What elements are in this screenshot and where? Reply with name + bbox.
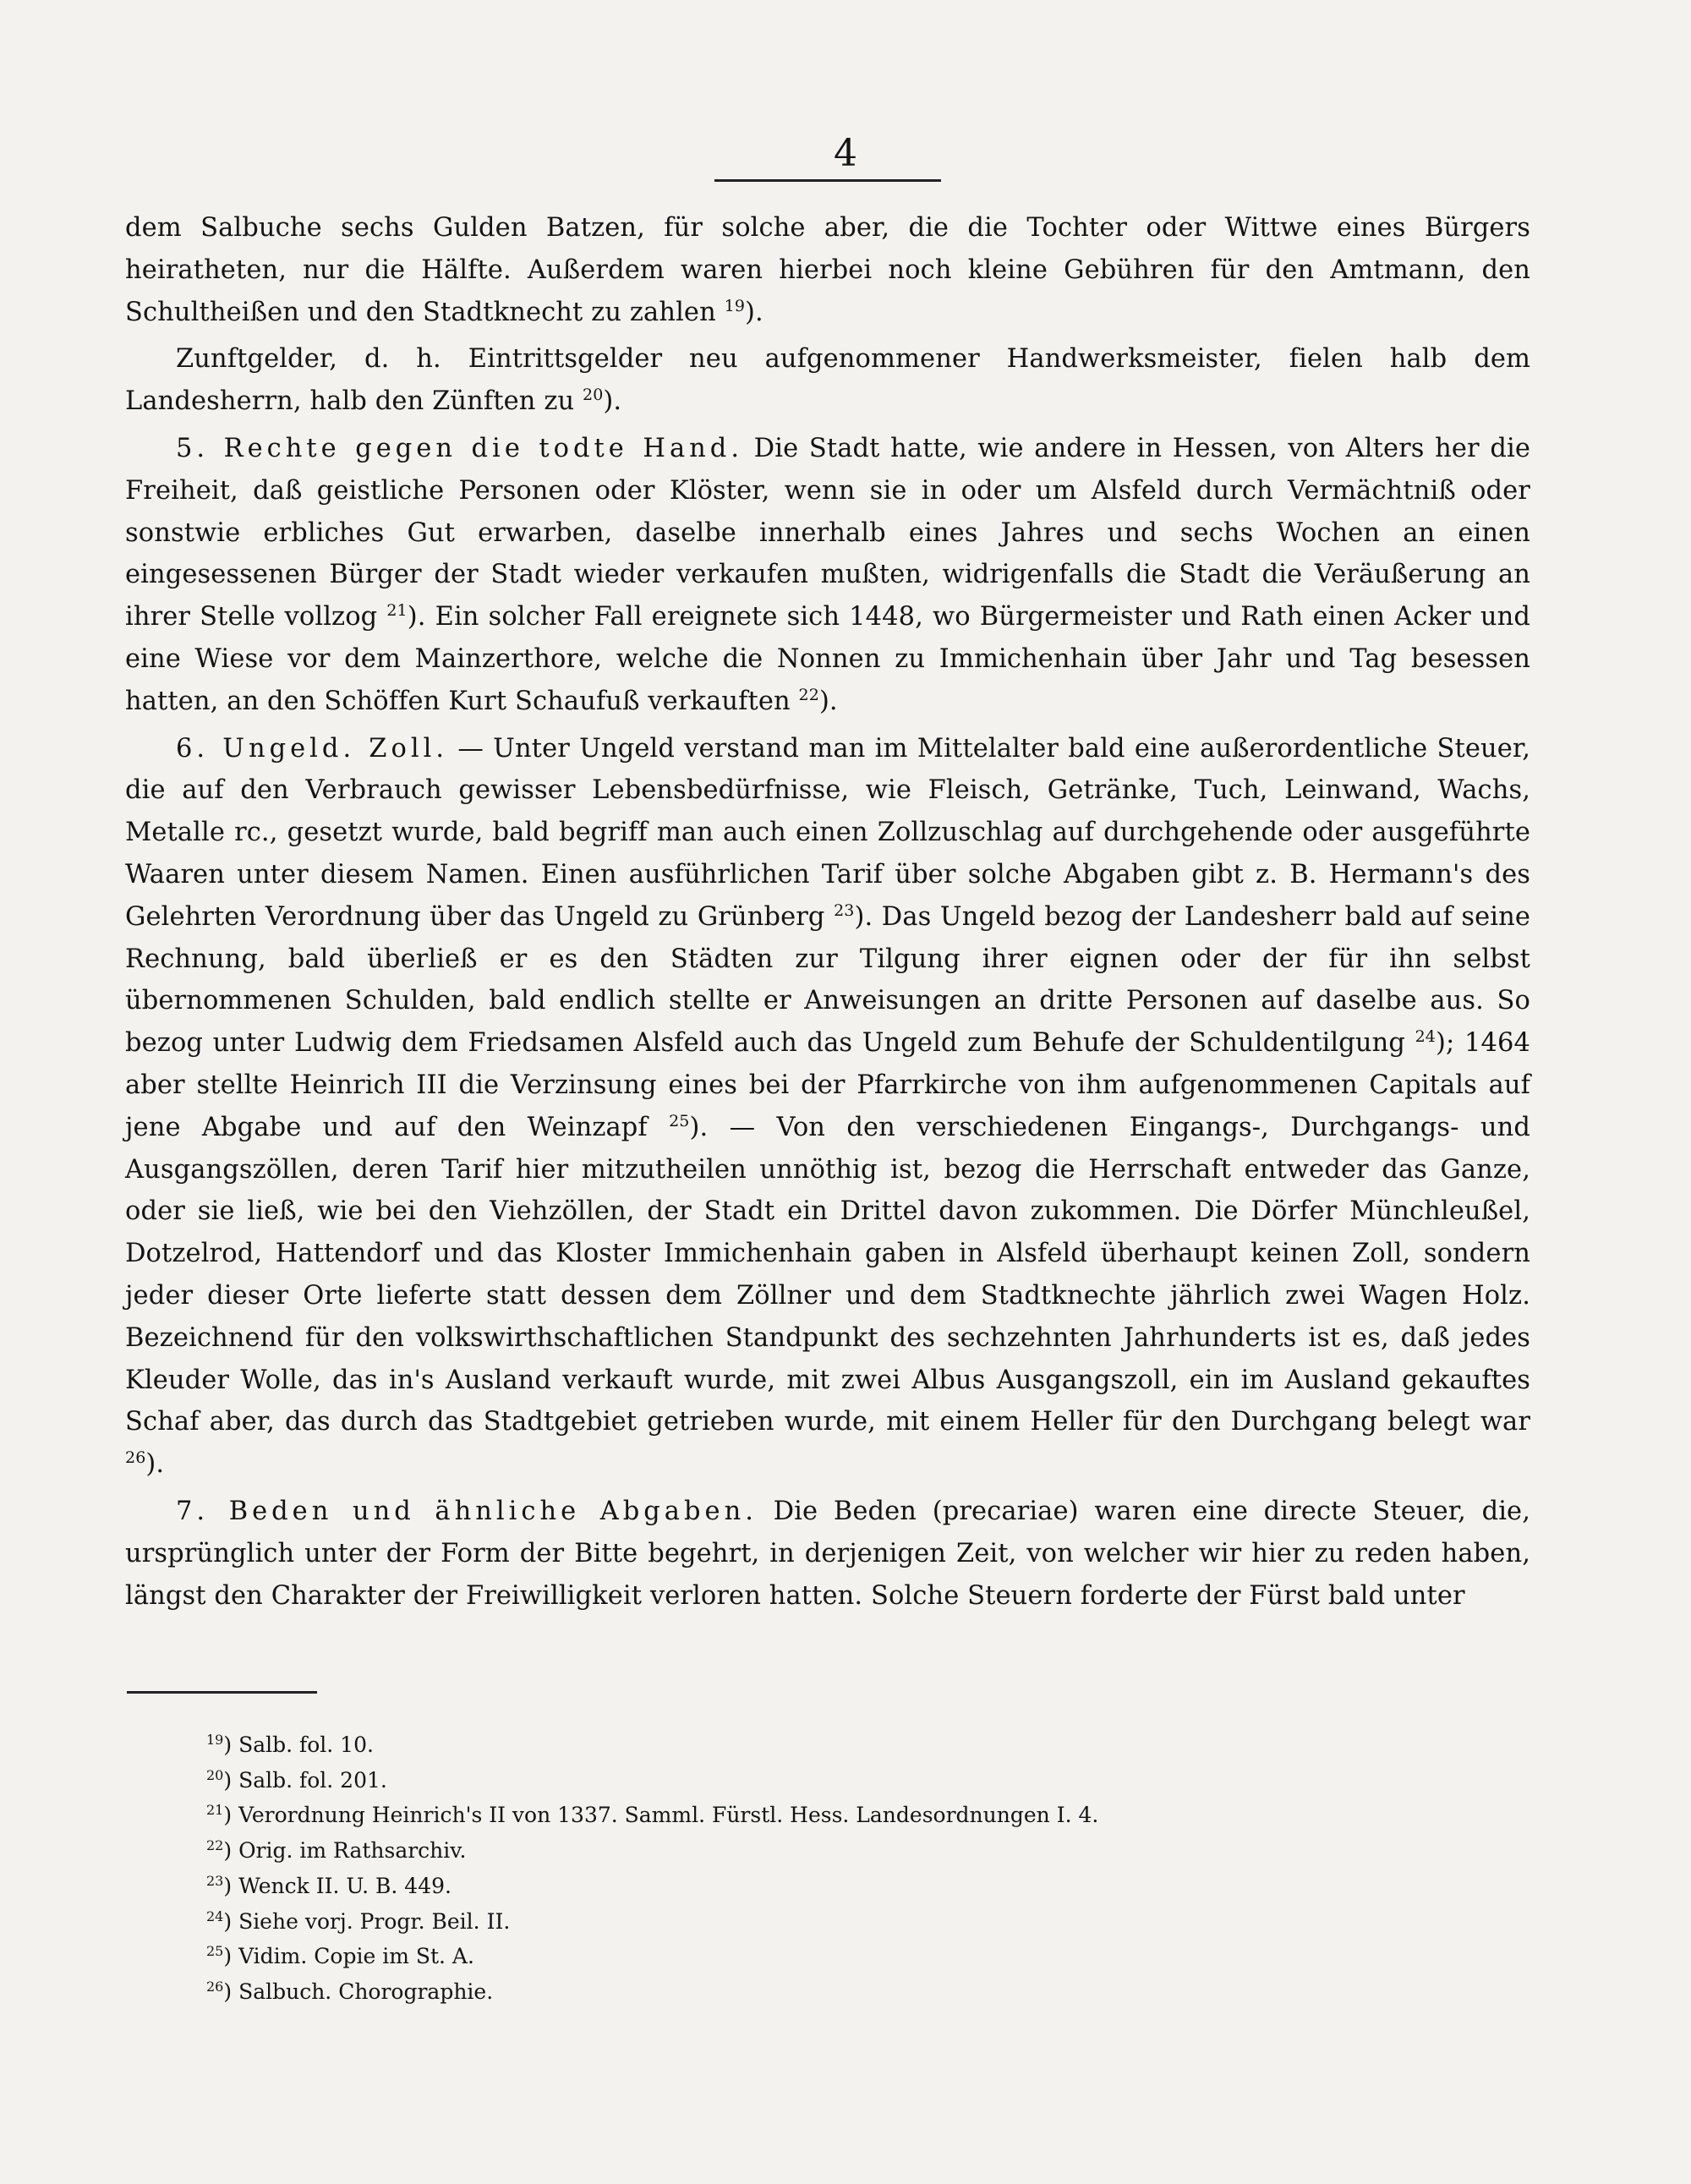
paragraph-text: Die Beden (precariae) waren eine directe Steuer, die, ursprünglich unter der Form der Bitte begehrt, in derjenigen Zeit, von welcher wir hier zu reden haben, längst den Charakter der Freiwilligkeit verloren hatten. Solche Steuern forderte der Fürst bald unter (125, 1496, 1530, 1611)
footnote-number: 20 (206, 1766, 224, 1783)
footnote-21: $^{21}$) Verordnung Heinrich's II von 1337. Samml. Fürstl. Hess. Landesordnungen I. 4. (206, 1802, 1099, 1828)
footnote-text: Wenck II. U. B. 449. (238, 1873, 451, 1898)
paragraph-text: ). Das Ungeld bezog der Landesherr bald auf seine Rechnung, bald überließ er es den Städten zur Tilgung ihrer eignen oder der für ihn selbst übernommenen Schulden, bald endlich stellte er Anweisungen an dritte Personen auf daselbe aus. So bezog unter Ludwig dem Friedsamen Alsfeld auch das Ungeld zum Behufe der Schuldentilgung (125, 901, 1531, 1059)
footnote-text: Siehe vorj. Progr. Beil. II. (238, 1908, 511, 1934)
footnote-number: 23 (206, 1872, 224, 1889)
paragraph-text: dem Salbuche sechs Gulden Batzen, für solche aber, die die Tochter oder Wittwe eines Bürgers heiratheten, nur die Hälfte. Außerdem waren hierbei noch kleine Gebühren für den Amtmann, den Schultheißen und den Stadtknecht zu zahlen (125, 213, 1530, 327)
main-text (125, 207, 1530, 1622)
footnote-ref: 20 (583, 386, 604, 405)
footnote-25: $^{25}$) Vidim. Copie im St. A. (206, 1943, 474, 1969)
footnote-number: 24 (206, 1908, 224, 1924)
section-6 (125, 728, 1530, 1486)
footnote-number: 21 (206, 1802, 224, 1819)
footnote-number: 26 (206, 1978, 224, 1995)
paragraph-text: ). — Von den verschiedenen Eingangs-, Durchgangs- und Ausgangszöllen, deren Tarif hier mitzutheilen unnöthig ist, bezog die Herrschaft entweder das Ganze, oder sie ließ, wie bei den Viehzöllen, der Stadt ein Drittel davon zukommen. Die Dörfer Münchleußel, Dotzelrod, Hattendorf und das Kloster Immichenhain gaben in Alsfeld überhaupt keinen Zoll, sondern jeder dieser Orte lieferte statt dessen dem Zöllner und dem Stadtknechte jährlich zwei Wagen Holz. Bezeichnend für den volkswirthschaftlichen Standpunkt des sechzehnten Jahrhunderts ist es, daß jedes Kleuder Wolle, das in's Ausland verkauft wurde, mit zwei Albus Ausgangszoll, ein im Ausland gekauftes Schaf aber, das durch das Stadtgebiet getrieben wurde, mit einem Heller für den Durchgang belegt war (125, 1112, 1530, 1437)
footnote-text: Salbuch. Chorographie. (238, 1979, 494, 2004)
footnote-ref: 24 (1415, 1027, 1436, 1047)
footnote-26: $^{26}$) Salbuch. Chorographie. (206, 1978, 494, 2004)
section-7 (125, 1491, 1530, 1617)
section-5 (125, 428, 1530, 723)
footnote-text: Orig. im Rathsarchiv. (238, 1838, 467, 1864)
footnote-ref: 22 (798, 685, 819, 704)
section-heading: 6. Ungeld. Zoll. (176, 733, 449, 764)
footnote-number: 25 (206, 1943, 224, 1960)
section-heading: 7. Beden und ähnliche Abgaben. (176, 1496, 758, 1526)
footnote-20: $^{20}$) Salb. fol. 201. (206, 1766, 387, 1793)
footnote-text: Salb. fol. 201. (238, 1767, 387, 1793)
section-heading: 5. Rechte gegen die todte Hand. (176, 433, 744, 463)
paragraph-guild-fees (125, 338, 1530, 423)
paragraph-text: — Unter Ungeld verstand man im Mittelalter bald eine außerordentliche Steuer, die auf den Verbrauch gewisser Lebensbedürfnisse, wie Fleisch, Getränke, Tuch, Leinwand, Wachs, Metalle rc., gesetzt wurde, bald begriff man auch einen Zollzuschlag auf durchgehende oder ausgeführte Waaren unter diesem Namen. Einen ausführlichen Tarif über solche Abgaben gibt z. B. Hermann's des Gelehrten Verordnung über das Ungeld zu Grünberg (125, 733, 1530, 932)
footnote-number: 22 (206, 1837, 224, 1854)
footnote-22: $^{22}$) Orig. im Rathsarchiv. (206, 1837, 467, 1864)
paragraph-text: ). (818, 686, 838, 716)
footnote-ref: 19 (724, 296, 746, 315)
paragraph-text: ). (745, 297, 763, 327)
footnote-rule (127, 1691, 317, 1694)
footnote-ref: 25 (669, 1111, 690, 1130)
footnote-ref: 26 (125, 1448, 146, 1468)
footnote-text: Vidim. Copie im St. A. (238, 1944, 474, 1969)
paragraph-text: Zunftgelder, d. h. Eintrittsgelder neu aufgenommener Handwerksmeister, fielen halb dem Landesherrn, halb den Zünften zu (125, 344, 1530, 417)
paragraph-text: ). (145, 1449, 165, 1480)
paragraph-text: ). Ein solcher Fall ereignete sich 1448, wo Bürgermeister und Rath einen Acker und eine Wiese vor dem Mainzerthore, welche die Nonnen zu Immichenhain über Jahr und Tag besessen hatten, an den Schöffen Kurt Schaufuß verkauften (125, 602, 1530, 716)
paragraph-text: ). (603, 386, 622, 417)
paragraph-text: ); 1464 aber stellte Heinrich III die Verzinsung eines bei der Pfarrkirche von ihm aufgenommenen Capitals auf jene Abgabe und auf den Weinzapf (125, 1028, 1530, 1142)
header-rule (714, 179, 941, 182)
footnote-number: 19 (206, 1732, 224, 1748)
footnote-19: $^{19}$) Salb. fol. 10. (206, 1732, 374, 1757)
footnote-text: Verordnung Heinrich's II von 1337. Samml. Fürstl. Hess. Landesordnungen I. 4. (238, 1803, 1099, 1828)
footnote-ref: 21 (386, 601, 408, 621)
paragraph-burgher-fees (125, 207, 1530, 333)
page-number: 4 (834, 132, 857, 175)
footnotes (206, 1727, 1390, 2010)
paragraph-text: Die Stadt hatte, wie andere in Hessen, von Alters her die Freiheit, daß geistliche Personen oder Klöster, wenn sie in oder um Alsfeld durch Vermächtniß oder sonstwie erbliches Gut erwarben, daselbe innerhalb eines Jahres und sechs Wochen an einen eingesessenen Bürger der Stadt wieder verkaufen mußten, widrigenfalls die Stadt die Veräußerung an ihrer Stelle vollzog (125, 433, 1530, 632)
footnote-text: Salb. fol. 10. (238, 1732, 374, 1757)
footnote-24: $^{24}$) Siehe vorj. Progr. Beil. II. (206, 1908, 511, 1934)
footnote-23: $^{23}$) Wenck II. U. B. 449. (206, 1872, 451, 1898)
footnote-ref: 23 (834, 900, 855, 920)
